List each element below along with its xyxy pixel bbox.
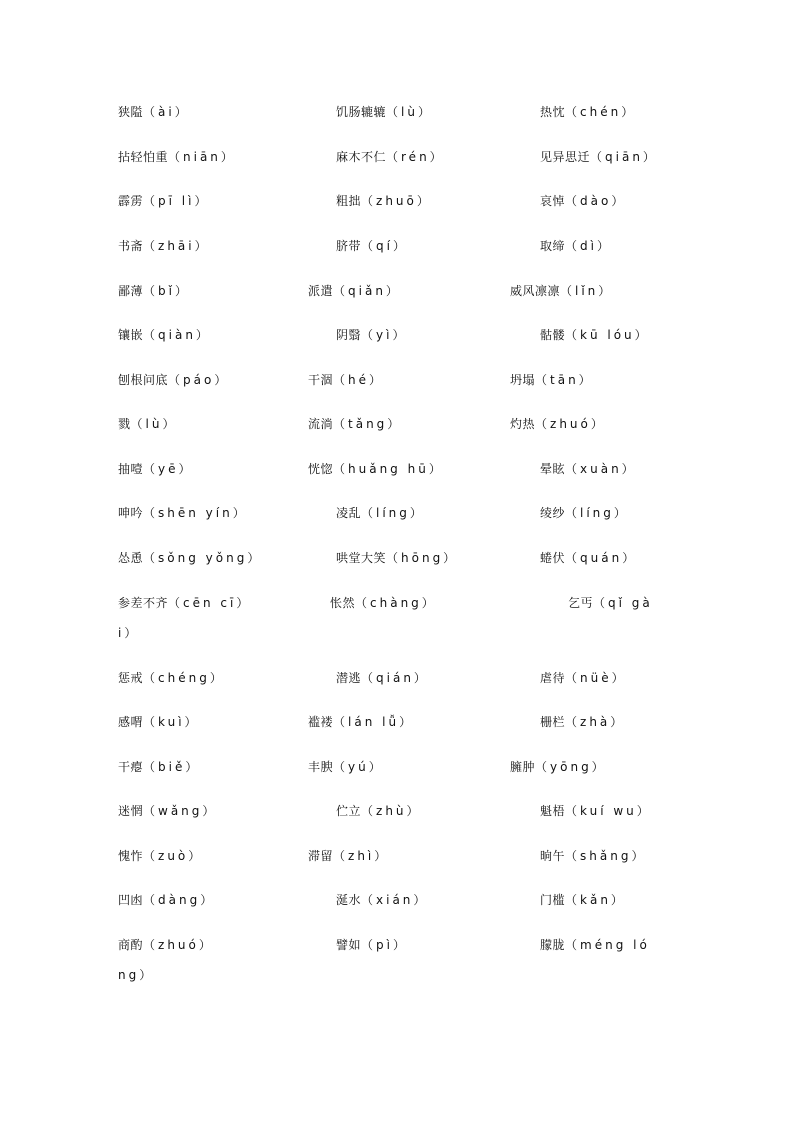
vocab-pinyin: （cēn cī） bbox=[168, 596, 252, 610]
vocab-entry bbox=[540, 543, 637, 573]
vocab-pinyin: （lù） bbox=[130, 417, 178, 431]
vocab-word: 参差不齐 bbox=[118, 596, 169, 610]
vocab-row bbox=[0, 231, 794, 271]
vocab-word: 哄堂大笑 bbox=[336, 551, 387, 565]
vocab-word: 取缔 bbox=[540, 239, 566, 253]
vocab-row bbox=[0, 97, 794, 137]
vocab-word: 虐待 bbox=[540, 671, 566, 685]
vocab-entry bbox=[336, 663, 429, 693]
vocab-word: 商酌 bbox=[118, 938, 144, 952]
vocab-entry bbox=[308, 365, 384, 395]
vocab-pinyin: i） bbox=[118, 626, 140, 640]
vocab-entry bbox=[118, 320, 211, 350]
vocab-entry bbox=[336, 186, 432, 216]
vocab-pinyin: （qǐ gà bbox=[593, 596, 653, 610]
vocab-word: 狭隘 bbox=[118, 105, 144, 119]
vocab-pinyin: （qí） bbox=[361, 239, 408, 253]
vocab-entry bbox=[540, 142, 658, 172]
vocab-word: 朦胧 bbox=[540, 938, 566, 952]
vocab-word: 骷髅 bbox=[540, 328, 566, 342]
vocab-entry bbox=[540, 930, 650, 960]
vocab-entry bbox=[540, 707, 625, 737]
vocab-entry bbox=[118, 960, 154, 990]
vocab-pinyin: （zhuó） bbox=[535, 417, 606, 431]
vocab-word: 潜逃 bbox=[336, 671, 362, 685]
vocab-entry bbox=[540, 841, 646, 871]
vocab-row bbox=[0, 276, 794, 316]
vocab-entry bbox=[510, 276, 613, 306]
vocab-row bbox=[0, 618, 794, 658]
vocab-word: 镶嵌 bbox=[118, 328, 144, 342]
vocab-entry bbox=[330, 588, 437, 618]
vocab-pinyin: （hé） bbox=[333, 373, 385, 387]
vocab-entry bbox=[336, 142, 445, 172]
vocab-entry bbox=[336, 231, 408, 261]
vocab-pinyin: （zhù） bbox=[361, 804, 422, 818]
vocab-pinyin: （yē） bbox=[143, 462, 194, 476]
vocab-entry bbox=[540, 663, 627, 693]
vocab-pinyin: （dàng） bbox=[143, 893, 216, 907]
vocab-entry bbox=[118, 454, 194, 484]
vocab-word: 饥肠辘辘 bbox=[336, 105, 387, 119]
vocab-word: 拈轻怕重 bbox=[118, 150, 169, 164]
vocab-word: 书斋 bbox=[118, 239, 144, 253]
vocab-word: 绫纱 bbox=[540, 506, 566, 520]
vocab-entry bbox=[118, 97, 190, 127]
vocab-word: 丰腴 bbox=[308, 760, 334, 774]
vocab-pinyin: （yōng） bbox=[535, 760, 607, 774]
vocab-entry bbox=[336, 498, 425, 528]
vocab-entry bbox=[308, 707, 414, 737]
vocab-entry bbox=[118, 365, 229, 395]
vocab-word: 愧怍 bbox=[118, 849, 144, 863]
vocab-word: 怂恿 bbox=[118, 551, 144, 565]
vocab-entry bbox=[118, 930, 214, 960]
vocab-word: 哀悼 bbox=[540, 194, 566, 208]
vocab-row bbox=[0, 707, 794, 747]
vocab-entry bbox=[308, 841, 389, 871]
vocab-word: 迷惘 bbox=[118, 804, 144, 818]
vocab-row bbox=[0, 498, 794, 538]
vocab-pinyin: （zuò） bbox=[143, 849, 204, 863]
vocab-entry bbox=[118, 663, 225, 693]
vocab-entry bbox=[540, 320, 650, 350]
vocab-pinyin: （quán） bbox=[565, 551, 638, 565]
vocab-pinyin: （xuàn） bbox=[565, 462, 637, 476]
vocab-word: 坍塌 bbox=[510, 373, 536, 387]
vocab-pinyin: （chàng） bbox=[355, 596, 437, 610]
vocab-word: 魁梧 bbox=[540, 804, 566, 818]
vocab-pinyin: （qiàn） bbox=[143, 328, 211, 342]
vocab-word: 凹凼 bbox=[118, 893, 144, 907]
vocab-word: 怅然 bbox=[330, 596, 356, 610]
vocab-entry bbox=[118, 142, 236, 172]
vocab-entry bbox=[540, 796, 652, 826]
vocab-word: 蜷伏 bbox=[540, 551, 566, 565]
vocab-word: 粗拙 bbox=[336, 194, 362, 208]
vocab-word: 恍惚 bbox=[308, 462, 334, 476]
vocab-entry bbox=[336, 796, 422, 826]
vocab-entry bbox=[118, 231, 210, 261]
vocab-entry bbox=[118, 543, 262, 573]
vocab-row bbox=[0, 663, 794, 703]
vocab-pinyin: （zhāi） bbox=[143, 239, 210, 253]
vocab-row bbox=[0, 841, 794, 881]
vocab-pinyin: （lǐn） bbox=[560, 284, 614, 298]
vocab-pinyin: （xián） bbox=[361, 893, 429, 907]
vocab-word: 麻木不仁 bbox=[336, 150, 387, 164]
vocab-entry bbox=[118, 885, 215, 915]
vocab-entry bbox=[540, 186, 626, 216]
vocab-pinyin: （zhì） bbox=[333, 849, 390, 863]
vocab-pinyin: （chén） bbox=[565, 105, 637, 119]
vocab-entry bbox=[118, 276, 190, 306]
vocab-pinyin: （tān） bbox=[535, 373, 594, 387]
vocab-row bbox=[0, 796, 794, 836]
vocab-entry bbox=[540, 231, 612, 261]
vocab-pinyin: （páo） bbox=[168, 373, 230, 387]
vocab-pinyin: （biě） bbox=[143, 760, 201, 774]
vocab-pinyin: （méng ló bbox=[565, 938, 650, 952]
vocab-pinyin: （zhuō） bbox=[361, 194, 432, 208]
vocab-pinyin: （qiǎn） bbox=[333, 284, 401, 298]
vocab-pinyin: （líng） bbox=[565, 506, 629, 520]
vocab-pinyin: （kuì） bbox=[143, 715, 200, 729]
vocab-row bbox=[0, 543, 794, 583]
vocab-word: 热忱 bbox=[540, 105, 566, 119]
vocab-entry bbox=[308, 752, 384, 782]
vocab-entry bbox=[118, 498, 248, 528]
vocab-pinyin: （shǎng） bbox=[565, 849, 647, 863]
vocab-pinyin: （kū lóu） bbox=[565, 328, 650, 342]
vocab-entry bbox=[118, 752, 200, 782]
vocab-row bbox=[0, 365, 794, 405]
vocab-entry bbox=[540, 885, 626, 915]
vocab-row bbox=[0, 142, 794, 182]
vocab-row bbox=[0, 885, 794, 925]
vocab-word: 譬如 bbox=[336, 938, 362, 952]
vocab-pinyin: （rén） bbox=[386, 150, 445, 164]
vocab-pinyin: （huǎng hū） bbox=[333, 462, 444, 476]
vocab-entry bbox=[336, 320, 407, 350]
vocab-word: 晌午 bbox=[540, 849, 566, 863]
vocab-word: 阴翳 bbox=[336, 328, 362, 342]
vocab-pinyin: ng） bbox=[118, 968, 155, 982]
vocab-entry bbox=[336, 930, 408, 960]
vocab-word: 派遣 bbox=[308, 284, 334, 298]
vocab-word: 刨根问底 bbox=[118, 373, 169, 387]
vocab-word: 感喟 bbox=[118, 715, 144, 729]
vocab-entry bbox=[118, 796, 217, 826]
vocab-pinyin: （yì） bbox=[361, 328, 408, 342]
vocab-entry bbox=[336, 543, 458, 573]
vocab-entry bbox=[308, 276, 401, 306]
vocab-row bbox=[0, 409, 794, 449]
vocab-word: 伫立 bbox=[336, 804, 362, 818]
vocab-word: 门槛 bbox=[540, 893, 566, 907]
vocab-word: 凌乱 bbox=[336, 506, 362, 520]
vocab-entry bbox=[118, 707, 200, 737]
vocab-row bbox=[0, 186, 794, 226]
vocab-pinyin: （kuí wu） bbox=[565, 804, 652, 818]
vocab-word: 脐带 bbox=[336, 239, 362, 253]
vocab-word: 干瘪 bbox=[118, 760, 144, 774]
vocab-pinyin: （nüè） bbox=[565, 671, 627, 685]
vocab-entry bbox=[336, 97, 433, 127]
vocab-row bbox=[0, 752, 794, 792]
vocab-pinyin: （zhà） bbox=[565, 715, 626, 729]
vocab-entry bbox=[540, 498, 629, 528]
vocab-pinyin: （lán lǚ） bbox=[333, 715, 415, 729]
vocab-pinyin: （wǎng） bbox=[143, 804, 218, 818]
vocab-entry bbox=[308, 409, 402, 439]
vocab-pinyin: （zhuó） bbox=[143, 938, 214, 952]
vocab-pinyin: （sǒng yǒng） bbox=[143, 551, 263, 565]
vocab-word: 流淌 bbox=[308, 417, 334, 431]
vocab-word: 滞留 bbox=[308, 849, 334, 863]
vocab-word: 灼热 bbox=[510, 417, 536, 431]
vocab-pinyin: （shēn yín） bbox=[143, 506, 248, 520]
vocab-pinyin: （chéng） bbox=[143, 671, 225, 685]
vocab-entry bbox=[308, 454, 444, 484]
vocab-pinyin: （ài） bbox=[143, 105, 190, 119]
vocab-entry bbox=[540, 454, 637, 484]
vocab-entry bbox=[540, 97, 636, 127]
vocab-pinyin: （tǎng） bbox=[333, 417, 403, 431]
vocab-pinyin: （lù） bbox=[386, 105, 433, 119]
vocab-word: 见异思迁 bbox=[540, 150, 591, 164]
vocab-entry bbox=[118, 588, 251, 618]
vocab-word: 干涸 bbox=[308, 373, 334, 387]
vocab-entry bbox=[510, 409, 606, 439]
vocab-pinyin: （líng） bbox=[361, 506, 425, 520]
vocab-row bbox=[0, 960, 794, 1000]
vocab-entry bbox=[568, 588, 653, 618]
vocab-word: 臃肿 bbox=[510, 760, 536, 774]
vocab-pinyin: （pì） bbox=[361, 938, 408, 952]
vocab-pinyin: （qián） bbox=[361, 671, 429, 685]
vocab-entry bbox=[336, 885, 428, 915]
vocab-pinyin: （yú） bbox=[333, 760, 384, 774]
vocab-word: 栅栏 bbox=[540, 715, 566, 729]
vocab-entry bbox=[510, 752, 607, 782]
vocab-row bbox=[0, 320, 794, 360]
vocab-pinyin: （qiān） bbox=[590, 150, 658, 164]
vocab-entry bbox=[510, 365, 594, 395]
vocab-word: 戮 bbox=[118, 417, 131, 431]
vocab-word: 乞丐 bbox=[568, 596, 594, 610]
vocab-pinyin: （dì） bbox=[565, 239, 612, 253]
vocab-word: 霹雳 bbox=[118, 194, 144, 208]
vocab-pinyin: （niān） bbox=[168, 150, 236, 164]
vocab-entry bbox=[118, 186, 209, 216]
vocab-entry bbox=[118, 841, 203, 871]
vocab-word: 威风凛凛 bbox=[510, 284, 561, 298]
vocab-pinyin: （dào） bbox=[565, 194, 627, 208]
vocab-pinyin: （pī lì） bbox=[143, 194, 210, 208]
vocab-pinyin: （bǐ） bbox=[143, 284, 190, 298]
vocab-entry bbox=[118, 409, 177, 439]
vocab-row bbox=[0, 454, 794, 494]
vocab-word: 抽噎 bbox=[118, 462, 144, 476]
vocab-word: 惩戒 bbox=[118, 671, 144, 685]
vocab-pinyin: （hōng） bbox=[386, 551, 459, 565]
vocab-word: 晕眩 bbox=[540, 462, 566, 476]
vocab-entry bbox=[118, 618, 139, 648]
vocab-word: 涎水 bbox=[336, 893, 362, 907]
vocab-word: 呻吟 bbox=[118, 506, 144, 520]
vocab-word: 褴褛 bbox=[308, 715, 334, 729]
vocab-pinyin: （kǎn） bbox=[565, 893, 626, 907]
vocab-word: 鄙薄 bbox=[118, 284, 144, 298]
